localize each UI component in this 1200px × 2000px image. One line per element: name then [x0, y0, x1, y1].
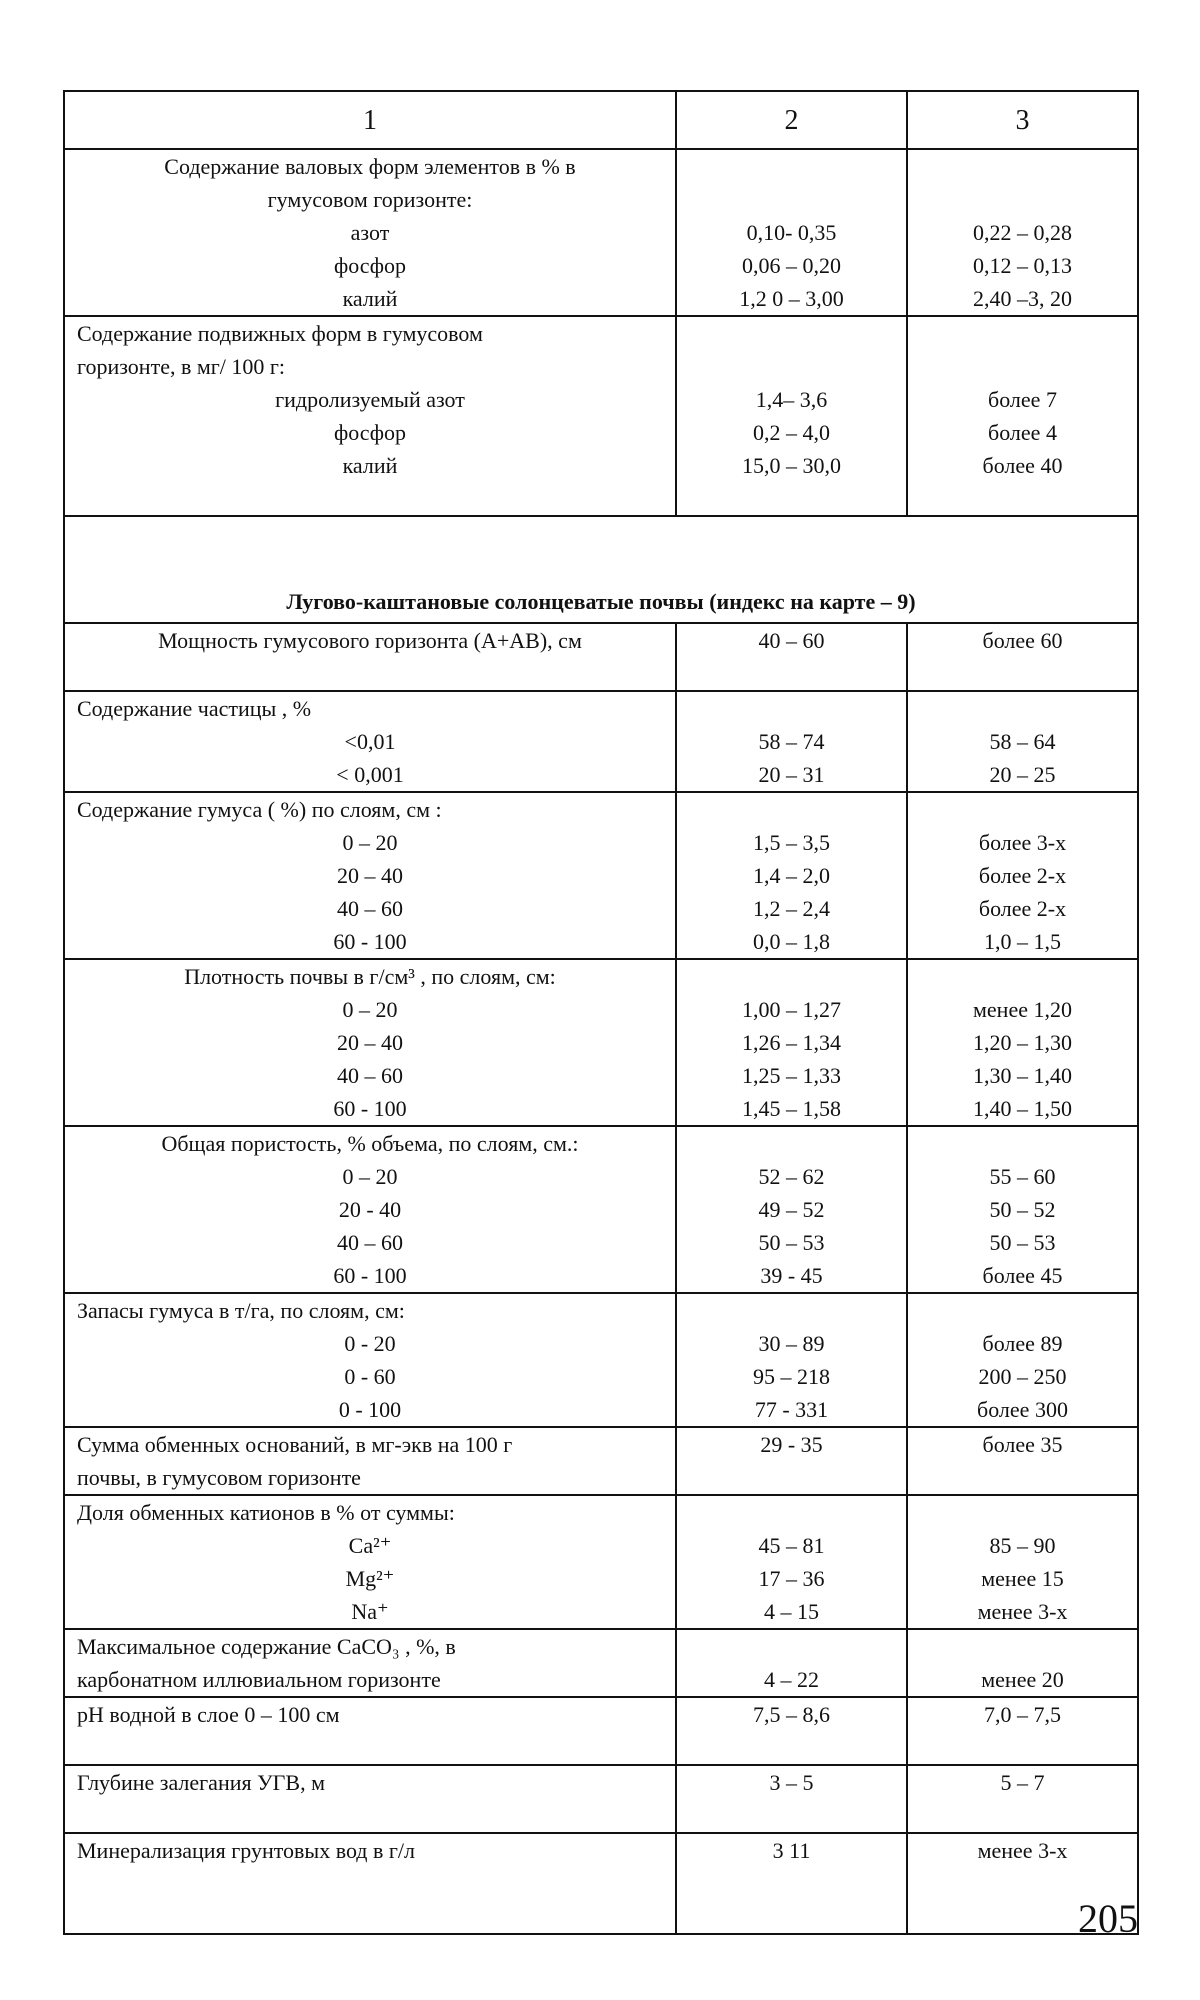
parameter-cell-line: 20 - 40	[338, 1197, 402, 1222]
value-col-2-cell	[676, 1293, 907, 1427]
parameter-cell	[64, 149, 676, 316]
value-col-3-cell-line: более 35	[982, 1432, 1063, 1457]
parameter-cell	[64, 623, 676, 691]
value-col-3-cell-line: 85 – 90	[989, 1533, 1056, 1558]
value-col-3-cell	[907, 1495, 1138, 1629]
value-col-2-cell-line: 77 - 331	[754, 1397, 829, 1422]
table-row	[64, 1427, 1138, 1495]
value-col-2-cell-line: 7,5 – 8,6	[753, 1702, 830, 1727]
parameter-cell	[64, 1765, 676, 1833]
value-col-2-cell-line	[677, 482, 906, 515]
value-col-2-cell-line: 20 – 31	[758, 762, 825, 787]
value-col-3-cell-line: менее 3-х	[977, 1599, 1068, 1624]
value-col-3-cell-line: 1,20 – 1,30	[973, 1030, 1072, 1055]
value-col-2-cell-line: 1,2 – 2,4	[753, 896, 830, 921]
parameter-cell-line: 40 – 60	[337, 896, 403, 921]
value-col-2-cell-line: 3 11	[772, 1838, 811, 1863]
parameter-cell	[64, 316, 676, 516]
value-col-3-cell-line: менее 20	[981, 1667, 1064, 1692]
value-col-3-cell-line	[908, 1799, 1137, 1832]
value-col-3-cell	[907, 1293, 1138, 1427]
value-col-3-cell-line	[908, 1461, 1137, 1494]
value-col-3-cell-line: 55 – 60	[989, 1164, 1056, 1189]
value-col-2-cell	[676, 1495, 907, 1629]
parameter-cell-line: гумусовом горизонте:	[267, 187, 473, 212]
value-col-2-cell-line	[677, 692, 906, 725]
value-col-2-cell-line: 1,2 0 – 3,00	[739, 286, 844, 311]
value-col-3-cell-line: 200 – 250	[978, 1364, 1067, 1389]
value-col-3-cell-line: более 2-х	[978, 863, 1067, 888]
value-col-3-cell-line: более 3-х	[978, 830, 1067, 855]
parameter-cell-line: 0 - 100	[338, 1397, 402, 1422]
parameter-cell	[64, 1629, 676, 1697]
value-col-2-cell-line	[677, 793, 906, 826]
parameter-cell-line: Общая пористость, % объема, по слоям, см.:	[161, 1131, 579, 1156]
value-col-3-cell-line: 2,40 –3, 20	[973, 286, 1072, 311]
value-col-2-cell-line: 1,45 – 1,58	[742, 1096, 841, 1121]
table-row	[64, 149, 1138, 316]
value-col-2-cell-line: 45 – 81	[758, 1533, 825, 1558]
parameter-cell-line: карбонатном иллювиальном горизонте	[77, 1667, 441, 1692]
table-row	[64, 1495, 1138, 1629]
value-col-3-cell	[907, 1697, 1138, 1765]
value-col-3-cell-line: 58 – 64	[989, 729, 1056, 754]
parameter-cell-line: фосфор	[333, 420, 407, 445]
value-col-2-cell-line: 0,0 – 1,8	[753, 929, 830, 954]
value-col-2-cell-line	[677, 317, 906, 350]
parameter-cell-line: <0,01	[344, 729, 396, 754]
value-col-3-cell-line	[908, 317, 1137, 350]
parameter-cell-line: Na⁺	[351, 1599, 389, 1624]
value-col-3-cell	[907, 1765, 1138, 1833]
table-row	[64, 1629, 1138, 1697]
value-col-3-cell	[907, 1629, 1138, 1697]
parameter-cell-line: Доля обменных катионов в % от суммы:	[77, 1500, 455, 1525]
parameter-cell	[64, 1427, 676, 1495]
value-col-3-cell	[907, 149, 1138, 316]
parameter-cell-line: 60 - 100	[333, 929, 407, 954]
parameter-cell-line: калий	[342, 286, 398, 311]
value-col-2-cell-line	[677, 1867, 906, 1900]
value-col-3-cell	[907, 792, 1138, 959]
value-col-2-cell-line	[677, 1461, 906, 1494]
value-col-2-cell-line: 15,0 – 30,0	[742, 453, 841, 478]
parameter-cell	[64, 691, 676, 792]
parameter-cell-line: 0 – 20	[342, 997, 398, 1022]
value-col-2-cell-line: 49 – 52	[758, 1197, 825, 1222]
value-col-3-cell-line	[908, 482, 1137, 515]
parameter-cell	[64, 959, 676, 1126]
value-col-2-cell-line	[677, 183, 906, 216]
value-col-2-cell-line	[677, 1900, 906, 1933]
value-col-3-cell-line	[908, 350, 1137, 383]
value-col-2-cell-line	[677, 657, 906, 690]
value-col-2-cell-line: 58 – 74	[758, 729, 825, 754]
value-col-2-cell	[676, 1765, 907, 1833]
value-col-2-cell-line: 1,4– 3,6	[755, 387, 828, 412]
table-row	[64, 623, 1138, 691]
table-row	[64, 691, 1138, 792]
value-col-2-cell-line: 1,00 – 1,27	[742, 997, 841, 1022]
parameter-cell-line: гидролизуемый азот	[275, 387, 465, 412]
value-col-2-cell-line: 95 – 218	[753, 1364, 830, 1389]
parameter-cell-line: Содержание валовых форм элементов в % в	[164, 154, 576, 179]
value-col-2-cell-line: 29 - 35	[760, 1432, 823, 1457]
value-col-3-cell-line: 1,30 – 1,40	[973, 1063, 1072, 1088]
value-col-3-cell-line	[908, 793, 1137, 826]
value-col-2-cell-line: 1,5 – 3,5	[753, 830, 830, 855]
parameter-cell-line: Содержание подвижных форм в гумусовом	[77, 321, 483, 346]
value-col-3-cell	[907, 1427, 1138, 1495]
value-col-2-cell-line	[677, 1127, 906, 1160]
parameter-cell-line: 60 - 100	[333, 1263, 407, 1288]
value-col-3-cell-line: 1,40 – 1,50	[973, 1096, 1072, 1121]
value-col-3-cell	[907, 691, 1138, 792]
value-col-2-cell	[676, 316, 907, 516]
spacer-cell	[64, 516, 1138, 582]
value-col-3-cell-line: 20 – 25	[989, 762, 1056, 787]
document-page	[63, 90, 1132, 1935]
parameter-cell-line: Плотность почвы в г/см³ , по слоям, см:	[184, 964, 556, 989]
value-col-2-cell-line: 52 – 62	[758, 1164, 825, 1189]
value-col-2-cell	[676, 623, 907, 691]
parameter-cell-line: фосфор	[333, 253, 407, 278]
value-col-3-cell-line: более 2-х	[978, 896, 1067, 921]
value-col-3-cell-line: более 40	[982, 453, 1063, 478]
value-col-3-cell-line	[908, 150, 1137, 183]
value-col-2-cell	[676, 1629, 907, 1697]
value-col-3-cell-line: менее 15	[981, 1566, 1064, 1591]
parameter-cell-line: Мощность гумусового горизонта (А+АВ), см	[158, 628, 582, 653]
parameter-cell-line: Mg²⁺	[345, 1566, 395, 1591]
value-col-3-cell-line	[908, 1731, 1137, 1764]
value-col-2-cell	[676, 959, 907, 1126]
value-col-3-cell-line: 7,0 – 7,5	[984, 1702, 1061, 1727]
table-row	[64, 1765, 1138, 1833]
table-row	[64, 1126, 1138, 1293]
parameter-cell-line	[65, 1867, 675, 1900]
parameter-cell-line: Ca²⁺	[348, 1533, 392, 1558]
value-col-2-cell-line: 40 – 60	[758, 628, 825, 653]
parameter-cell-line	[65, 657, 675, 690]
table-row	[64, 316, 1138, 516]
value-col-2-cell	[676, 1833, 907, 1934]
value-col-2-cell-line	[677, 1731, 906, 1764]
value-col-2-cell-line: 1,4 – 2,0	[753, 863, 830, 888]
parameter-cell-line: pH водной в слое 0 – 100 см	[77, 1702, 340, 1727]
parameter-cell-line: 0 – 20	[342, 830, 398, 855]
value-col-3-cell-line	[908, 1127, 1137, 1160]
value-col-3-cell-line	[908, 1294, 1137, 1327]
value-col-2-cell-line: 1,26 – 1,34	[742, 1030, 841, 1055]
parameter-cell	[64, 1833, 676, 1934]
value-col-3-cell-line: 0,22 – 0,28	[973, 220, 1072, 245]
value-col-3-cell-line: менее 3-х	[977, 1838, 1068, 1863]
value-col-2-cell-line	[677, 1294, 906, 1327]
table-row	[64, 792, 1138, 959]
value-col-2-cell-line: 39 - 45	[760, 1263, 823, 1288]
value-col-2-cell-line	[677, 1630, 906, 1663]
value-col-2-cell-line: 0,06 – 0,20	[742, 253, 841, 278]
value-col-3-cell	[907, 316, 1138, 516]
value-col-3-cell-line: более 60	[982, 628, 1063, 653]
value-col-2-cell-line: 3 – 5	[769, 1770, 814, 1795]
value-col-2-cell	[676, 149, 907, 316]
value-col-3-cell	[907, 623, 1138, 691]
value-col-2-cell-line: 4 – 15	[764, 1599, 819, 1624]
value-col-3-cell	[907, 1126, 1138, 1293]
parameter-cell-line: калий	[342, 453, 398, 478]
value-col-2-cell-line: 50 – 53	[758, 1230, 825, 1255]
value-col-2-cell-line: 1,25 – 1,33	[742, 1063, 841, 1088]
value-col-2-cell-line	[677, 1496, 906, 1529]
parameter-cell-line: азот	[350, 220, 390, 245]
value-col-2-cell-line: 0,2 – 4,0	[753, 420, 830, 445]
parameter-cell-line: 40 – 60	[337, 1230, 403, 1255]
parameter-cell-line	[65, 1900, 675, 1933]
value-col-2-cell-line	[677, 350, 906, 383]
value-col-2-cell-line: 4 – 22	[764, 1667, 819, 1692]
parameter-cell	[64, 1495, 676, 1629]
parameter-cell-line: Сумма обменных оснований, в мг-экв на 100 г	[77, 1432, 513, 1457]
parameter-cell-line	[65, 1799, 675, 1832]
value-col-3-cell-line	[908, 1496, 1137, 1529]
parameter-cell-line	[65, 1731, 675, 1764]
soil-properties-table	[63, 90, 1139, 1935]
table-row	[64, 959, 1138, 1126]
value-col-2-cell	[676, 691, 907, 792]
parameter-cell-line: горизонте, в мг/ 100 г:	[77, 354, 286, 379]
value-col-3-cell-line	[908, 1630, 1137, 1663]
value-col-3-cell-line: менее 1,20	[973, 997, 1072, 1022]
parameter-cell-line: Содержание гумуса ( %) по слоям, см :	[77, 797, 442, 822]
value-col-2-cell-line	[677, 960, 906, 993]
header-col-2: 2	[676, 91, 907, 149]
table-row	[64, 1293, 1138, 1427]
section-title-row	[64, 582, 1138, 623]
parameter-cell-line: 40 – 60	[337, 1063, 403, 1088]
value-col-3-cell-line	[908, 960, 1137, 993]
parameter-cell-line	[65, 482, 675, 515]
value-col-2-cell-line	[677, 150, 906, 183]
header-row	[64, 91, 1138, 149]
parameter-cell	[64, 1293, 676, 1427]
value-col-3-cell-line	[908, 183, 1137, 216]
header-col-1: 1	[64, 91, 676, 149]
value-col-3-cell-line: 50 – 52	[989, 1197, 1056, 1222]
parameter-cell	[64, 792, 676, 959]
parameter-cell-line: 20 – 40	[337, 863, 403, 888]
value-col-3-cell-line	[908, 657, 1137, 690]
value-col-3-cell-line: более 7	[988, 387, 1057, 412]
value-col-2-cell	[676, 1126, 907, 1293]
parameter-cell	[64, 1126, 676, 1293]
value-col-2-cell-line: 0,10- 0,35	[746, 220, 837, 245]
parameter-cell-line: почвы, в гумусовом горизонте	[77, 1465, 361, 1490]
value-col-2-cell-line: 17 – 36	[758, 1566, 825, 1591]
parameter-cell-line: Максимальное содержание CaCO₃ , %, в	[77, 1634, 456, 1659]
value-col-3-cell-line: более 89	[982, 1331, 1063, 1356]
value-col-2-cell-line: 30 – 89	[758, 1331, 825, 1356]
value-col-3-cell-line: более 45	[982, 1263, 1063, 1288]
parameter-cell-line: 0 - 20	[344, 1331, 396, 1356]
parameter-cell-line: Запасы гумуса в т/га, по слоям, см:	[77, 1298, 405, 1323]
section-title: Лугово-каштановые солонцеватые почвы (индекс на карте – 9)	[64, 582, 1138, 623]
value-col-3-cell	[907, 959, 1138, 1126]
parameter-cell-line: Минерализация грунтовых вод в г/л	[77, 1838, 416, 1863]
section-spacer	[64, 516, 1138, 582]
value-col-3-cell-line: более 300	[977, 1397, 1068, 1422]
parameter-cell-line: Глубине залегания УГВ, м	[77, 1770, 325, 1795]
parameter-cell	[64, 1697, 676, 1765]
header-col-3: 3	[907, 91, 1138, 149]
value-col-2-cell	[676, 792, 907, 959]
table-row	[64, 1833, 1138, 1934]
parameter-cell-line: 60 - 100	[333, 1096, 407, 1121]
value-col-2-cell	[676, 1427, 907, 1495]
value-col-3-cell-line: более 4	[988, 420, 1057, 445]
parameter-cell-line: Содержание частицы , %	[77, 696, 312, 721]
page-number: 205	[1078, 1896, 1138, 1941]
value-col-3-cell-line: 1,0 – 1,5	[984, 929, 1061, 954]
table-row	[64, 1697, 1138, 1765]
value-col-2-cell	[676, 1697, 907, 1765]
parameter-cell-line: 20 – 40	[337, 1030, 403, 1055]
parameter-cell-line: 0 – 20	[342, 1164, 398, 1189]
value-col-3-cell-line: 5 – 7	[1000, 1770, 1045, 1795]
value-col-3-cell-line: 50 – 53	[989, 1230, 1056, 1255]
value-col-3-cell-line	[908, 692, 1137, 725]
parameter-cell-line: < 0,001	[336, 762, 404, 787]
value-col-2-cell-line	[677, 1799, 906, 1832]
parameter-cell-line: 0 - 60	[344, 1364, 396, 1389]
value-col-3-cell-line: 0,12 – 0,13	[973, 253, 1072, 278]
